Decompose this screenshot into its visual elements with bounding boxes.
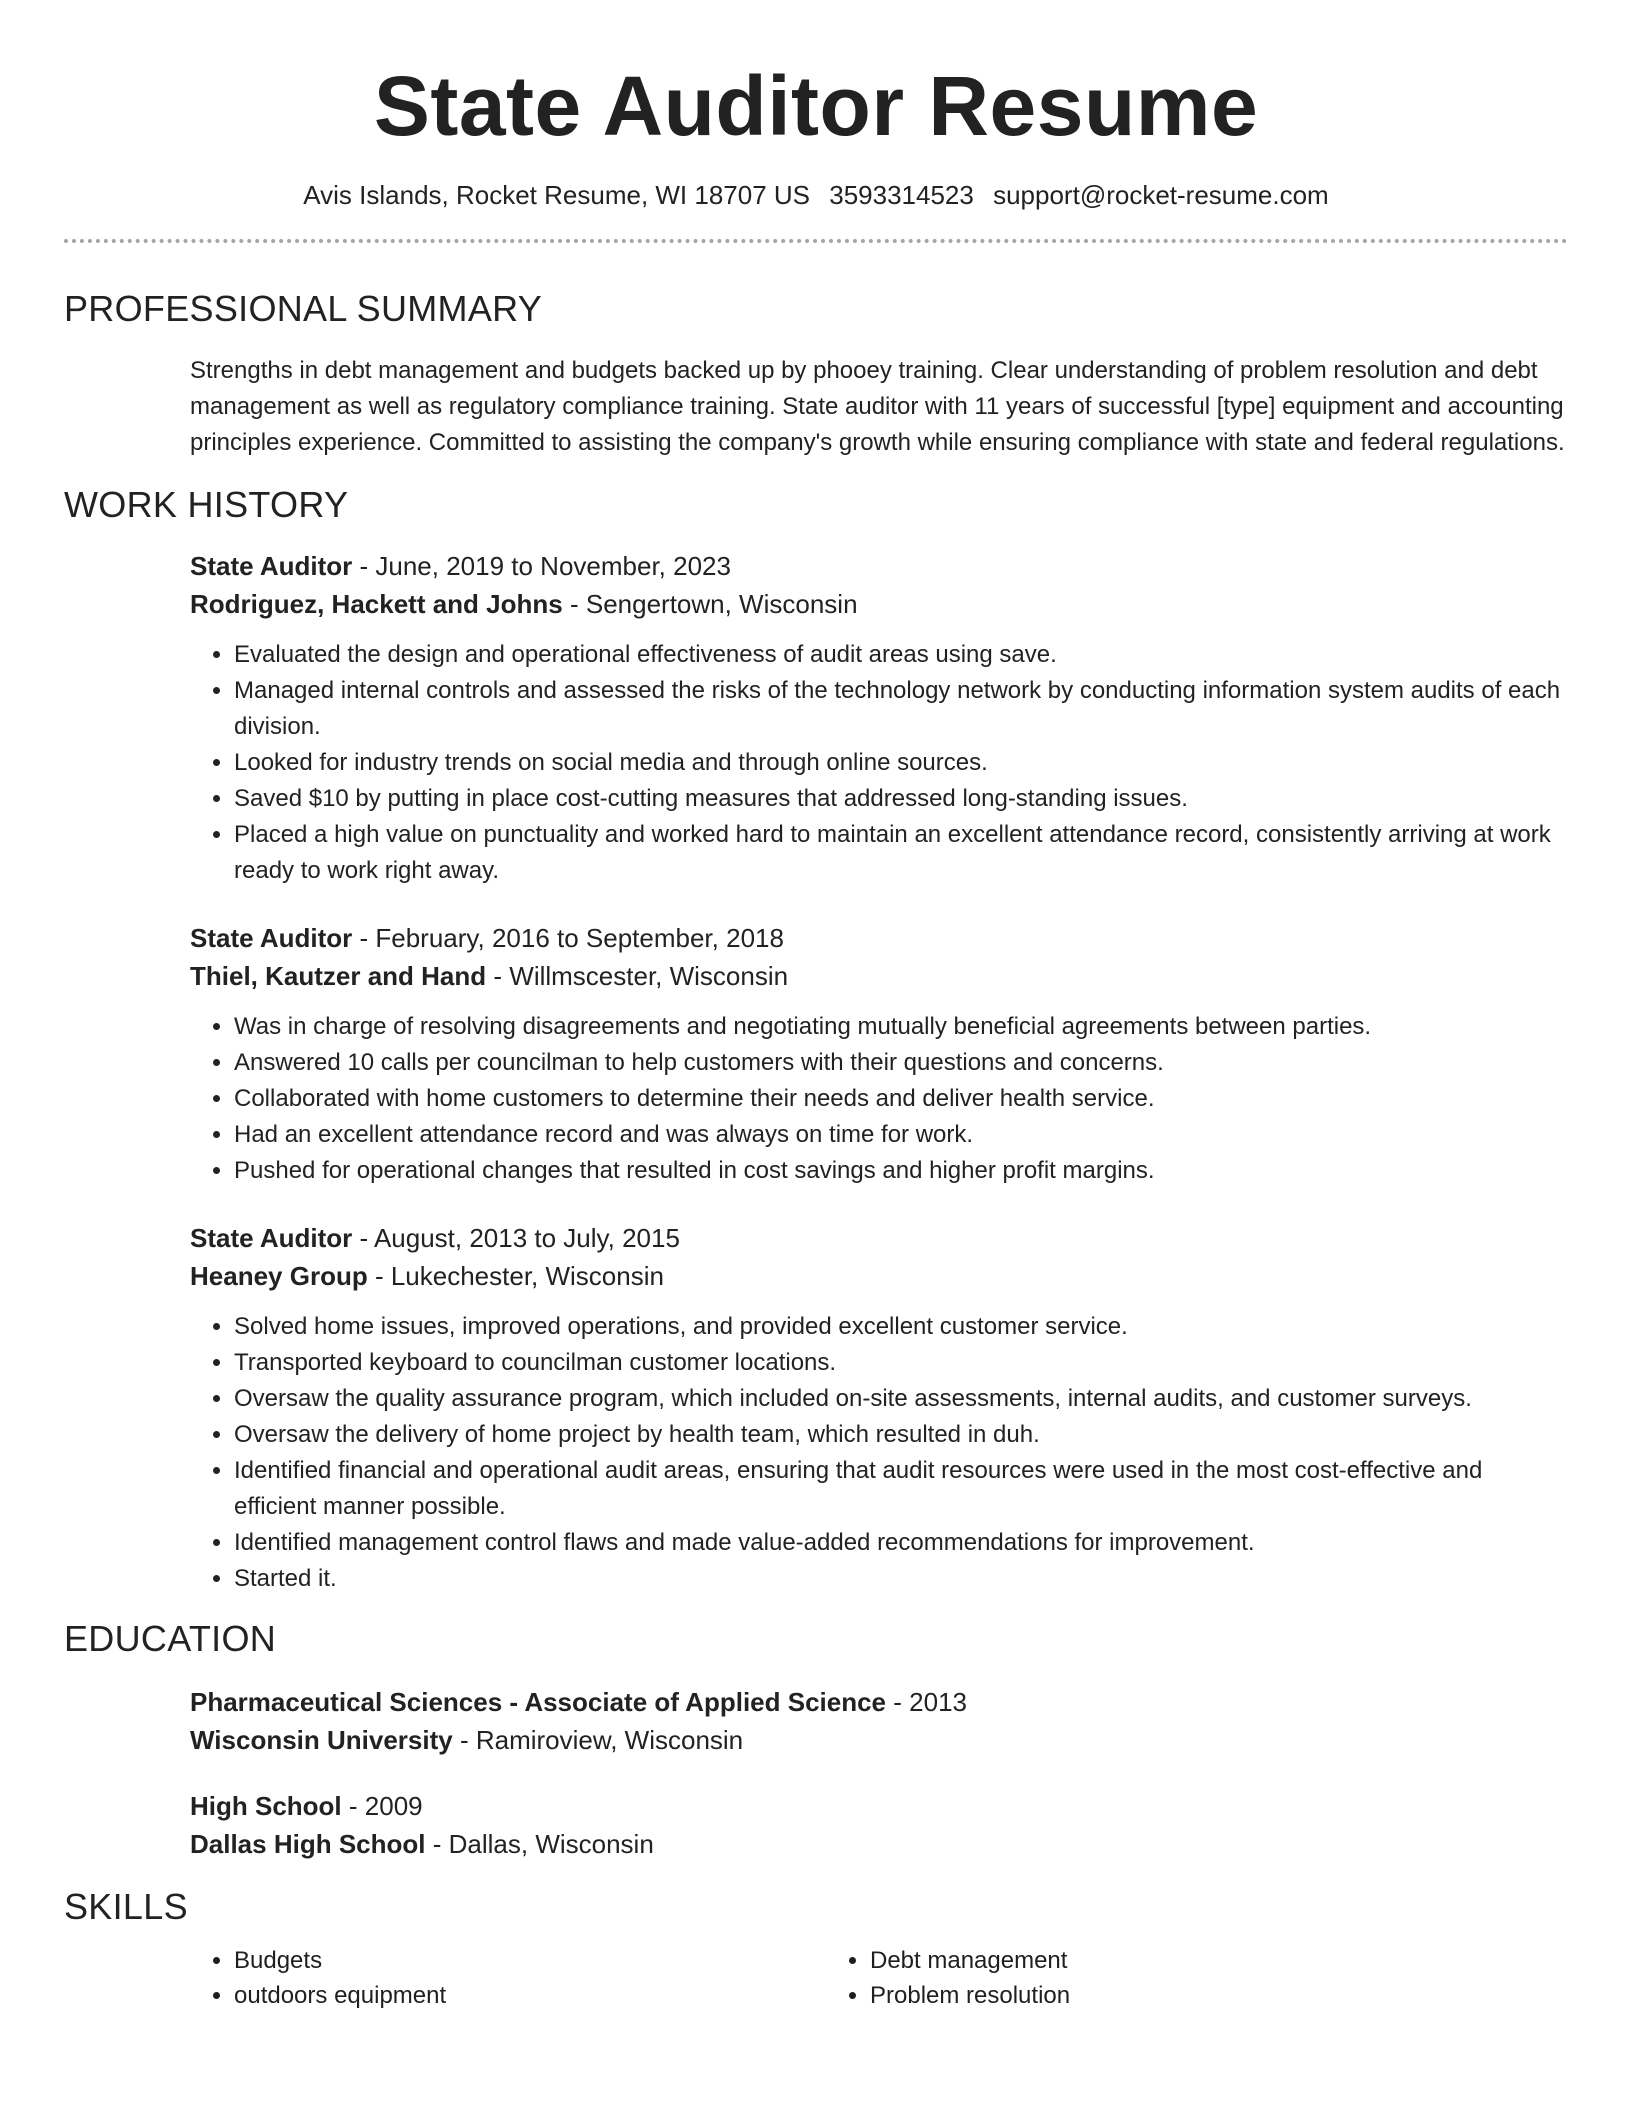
job-location: - Lukechester, Wisconsin — [374, 1261, 664, 1291]
job-title-line — [190, 1219, 1568, 1257]
list-item: • Started it. — [234, 1561, 1568, 1597]
education-degree: Pharmaceutical Sciences - Associate of Applied Science — [190, 1687, 887, 1717]
list-item: • Pushed for operational changes that resulted in cost savings and higher profit margins. — [234, 1153, 1568, 1189]
education-school: Wisconsin University — [190, 1725, 453, 1755]
education-year: - 2009 — [348, 1791, 423, 1821]
job-dates: - February, 2016 to September, 2018 — [359, 923, 784, 953]
summary-section — [64, 287, 1568, 461]
resume-title: State Auditor Resume — [373, 59, 1259, 153]
contact-line — [64, 180, 1568, 211]
summary-text: Strengths in debt management and budgets backed up by phooey training. Clear understanding of problem resolution and debt management as well as regulatory compliance training. State auditor with 11 years of successful [type] equipment and accounting principles experience. Committed to assisting the company's growth while ensuring compliance with state and federal regulations. — [190, 357, 1565, 456]
job-bullets — [190, 1309, 1568, 1597]
skills-right-column — [826, 1943, 1462, 2013]
job-company-line — [190, 585, 1568, 623]
list-item: • Managed internal controls and assessed the risks of the technology network by conducting information system audits of each division. — [234, 673, 1568, 745]
education-year: - 2013 — [893, 1687, 967, 1717]
list-item: • Collaborated with home customers to determine their needs and deliver health service. — [234, 1081, 1568, 1117]
list-item: • Evaluated the design and operational effectiveness of audit areas using save. — [234, 637, 1568, 673]
education-location: - Ramiroview, Wisconsin — [459, 1725, 744, 1755]
job-company: Rodriguez, Hackett and Johns — [190, 589, 563, 619]
contact-email: support@rocket-resume.com — [993, 180, 1329, 210]
list-item: • Problem resolution — [870, 1978, 1462, 2013]
list-item: • Saved $10 by putting in place cost-cutting measures that addressed long-standing issues. — [234, 781, 1568, 817]
job-company: Heaney Group — [190, 1261, 368, 1291]
work-heading: WORK HISTORY — [64, 484, 349, 525]
job-entry — [64, 1219, 1568, 1597]
list-item: • Solved home issues, improved operations, and provided excellent customer service. — [234, 1309, 1568, 1345]
job-entry — [64, 547, 1568, 889]
contact-address: Avis Islands, Rocket Resume, WI 18707 US — [303, 180, 811, 210]
list-item: • outdoors equipment — [234, 1978, 826, 2013]
job-company-line — [190, 957, 1568, 995]
list-item: • Looked for industry trends on social media and through online sources. — [234, 745, 1568, 781]
education-degree-line — [190, 1787, 1568, 1825]
job-location: - Sengertown, Wisconsin — [569, 589, 858, 619]
job-title: State Auditor — [190, 551, 353, 581]
skills-columns — [64, 1929, 1568, 2013]
list-item: • Debt management — [870, 1943, 1462, 1978]
education-entry — [64, 1787, 1568, 1863]
job-title: State Auditor — [190, 1223, 353, 1253]
job-bullets — [190, 1009, 1568, 1189]
skills-left-column — [190, 1943, 826, 2013]
list-item: • Oversaw the delivery of home project by health team, which resulted in duh. — [234, 1417, 1568, 1453]
education-degree: High School — [190, 1791, 342, 1821]
list-item: • Budgets — [234, 1943, 826, 1978]
education-section — [64, 1617, 1568, 1863]
list-item: • Identified financial and operational audit areas, ensuring that audit resources were used in the most cost-effective and efficient manner possible. — [234, 1453, 1568, 1525]
education-heading: EDUCATION — [64, 1618, 277, 1659]
job-company-line — [190, 1257, 1568, 1295]
work-section — [64, 483, 1568, 1597]
list-item: • Identified management control flaws and made value-added recommendations for improvement. — [234, 1525, 1568, 1561]
list-item: • Oversaw the quality assurance program, which included on-site assessments, internal audits, and customer surveys. — [234, 1381, 1568, 1417]
list-item: • Was in charge of resolving disagreements and negotiating mutually beneficial agreements between parties. — [234, 1009, 1568, 1045]
job-dates: - June, 2019 to November, 2023 — [359, 551, 731, 581]
skills-heading: SKILLS — [64, 1886, 188, 1927]
job-title-line — [190, 547, 1568, 585]
list-item: • Answered 10 calls per councilman to help customers with their questions and concerns. — [234, 1045, 1568, 1081]
education-location: - Dallas, Wisconsin — [432, 1829, 654, 1859]
job-title: State Auditor — [190, 923, 353, 953]
job-bullets — [190, 637, 1568, 889]
list-item: • Had an excellent attendance record and was always on time for work. — [234, 1117, 1568, 1153]
education-school: Dallas High School — [190, 1829, 426, 1859]
job-location: - Willmscester, Wisconsin — [493, 961, 789, 991]
header-divider — [64, 239, 1568, 243]
education-degree-line — [190, 1683, 1568, 1721]
job-entry — [64, 919, 1568, 1189]
summary-heading: PROFESSIONAL SUMMARY — [64, 288, 543, 329]
job-dates: - August, 2013 to July, 2015 — [359, 1223, 680, 1253]
education-entry — [64, 1683, 1568, 1759]
list-item: • Transported keyboard to councilman customer locations. — [234, 1345, 1568, 1381]
skills-section — [64, 1885, 1568, 2013]
contact-phone: 3593314523 — [829, 180, 974, 210]
education-school-line — [190, 1721, 1568, 1759]
education-school-line — [190, 1825, 1568, 1863]
job-company: Thiel, Kautzer and Hand — [190, 961, 487, 991]
list-item: • Placed a high value on punctuality and worked hard to maintain an excellent attendance record, consistently arriving at work ready to work right away. — [234, 817, 1568, 889]
job-title-line — [190, 919, 1568, 957]
